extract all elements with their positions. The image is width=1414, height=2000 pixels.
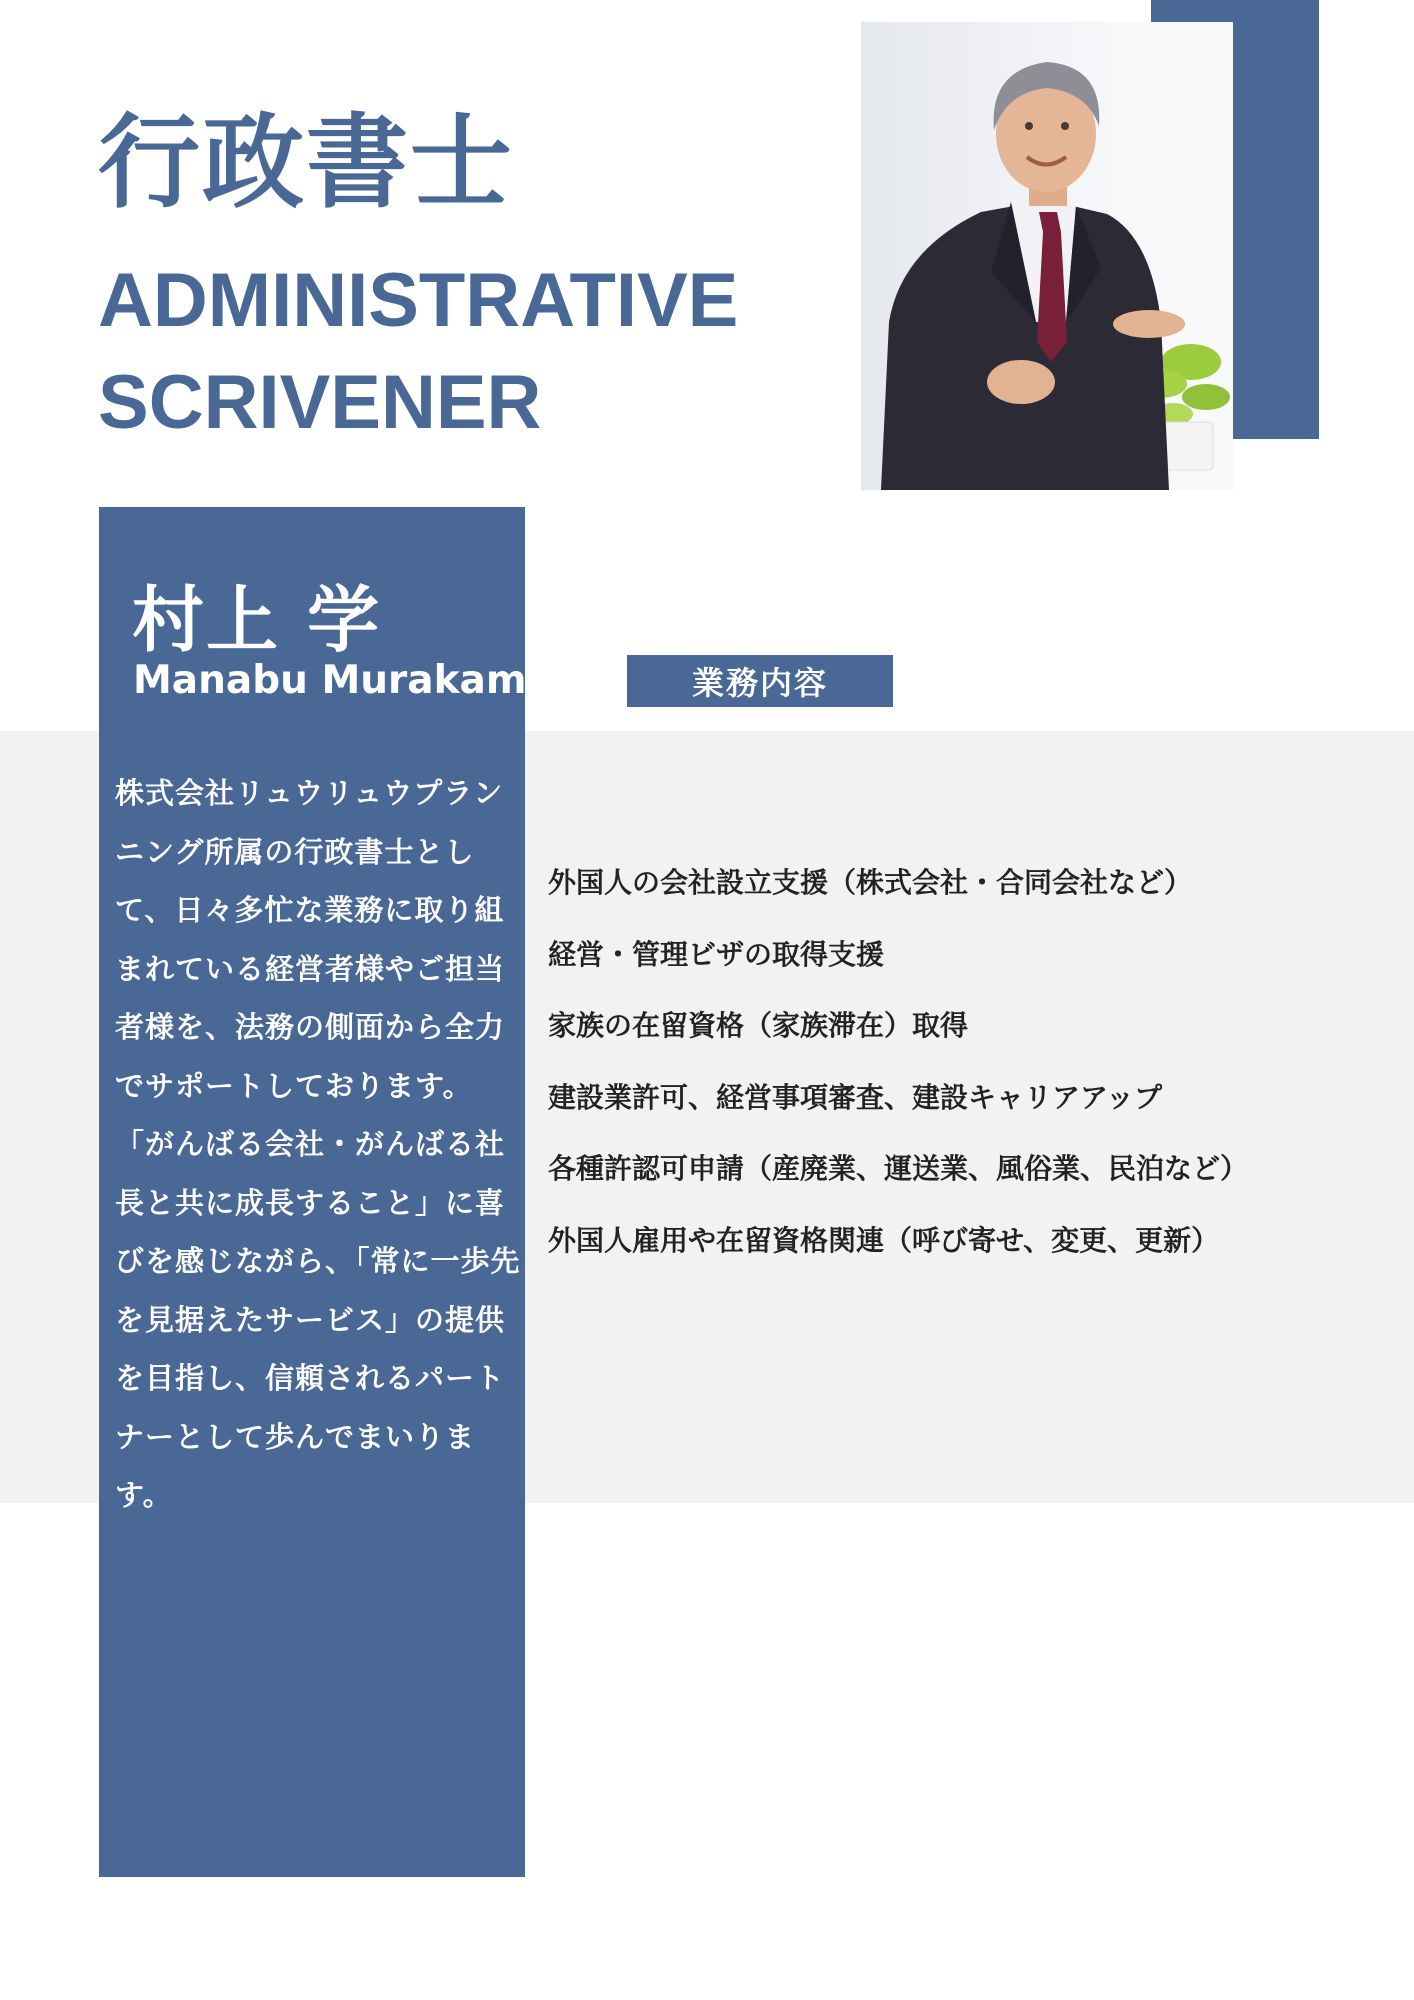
- bio-line: す。: [115, 1478, 173, 1512]
- bio-line: を目指し、信頼されるパート: [115, 1361, 506, 1395]
- service-item: 経営・管理ビザの取得支援: [548, 937, 885, 971]
- title-en-line-2: SCRIVENER: [98, 360, 542, 445]
- bio-line: て、日々多忙な業務に取り組: [115, 893, 505, 927]
- service-item: 外国人雇用や在留資格関連（呼び寄せ、変更、更新）: [548, 1223, 1220, 1257]
- profile-bio: [115, 764, 521, 1525]
- profile-photo: [861, 22, 1233, 490]
- bio-line: ニング所属の行政書士とし: [115, 834, 475, 869]
- bio-line: でサポートしております。: [115, 1068, 473, 1103]
- bio-line: ナーとして歩んでまいりま: [115, 1419, 476, 1454]
- service-item: 家族の在留資格（家族滞在）取得: [548, 1009, 969, 1042]
- service-item: 各種許認可申請（産廃業、運送業、風俗業、民泊など）: [548, 1152, 1249, 1185]
- service-item: 建設業許可、経営事項審査、建設キャリアアップ: [548, 1080, 1163, 1114]
- bio-line: を見据えたサービス」の提供: [115, 1302, 506, 1337]
- page-title-en: [98, 250, 798, 454]
- bio-line: 者様を、法務の側面から全力: [115, 1010, 506, 1044]
- service-item: 外国人の会社設立支援（株式会社・合同会社など）: [548, 866, 1193, 899]
- bio-line: 長と共に成長すること」に喜: [115, 1185, 506, 1220]
- services-header: 業務内容: [627, 655, 893, 707]
- services-list: [548, 860, 1248, 1289]
- bio-line: 株式会社リュウリュウプラン: [115, 776, 504, 810]
- title-en-line-1: ADMINISTRATIVE: [98, 258, 739, 343]
- page-title-jp: 行政書士: [98, 104, 514, 223]
- bio-line: びを感じながら、「常に一歩先: [115, 1244, 521, 1278]
- profile-name-en: Manabu Murakami: [133, 658, 540, 703]
- profile-name-jp: 村上 学: [132, 578, 382, 662]
- bio-line: まれている経営者様やご担当: [115, 951, 506, 986]
- bio-line: 「がんばる会社・がんばる社: [115, 1127, 506, 1161]
